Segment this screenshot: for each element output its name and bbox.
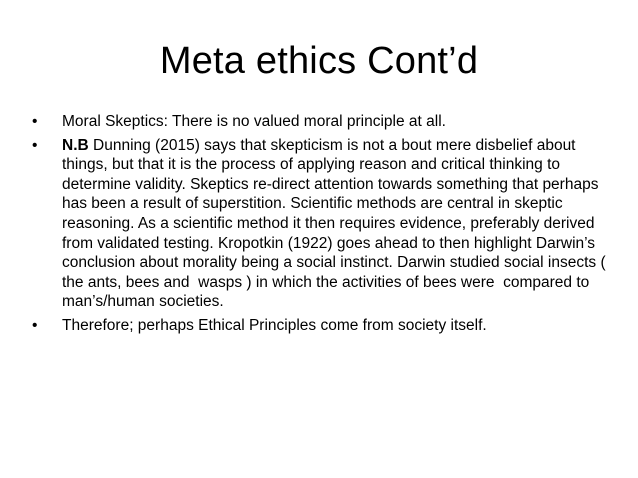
- bullet-marker: •: [32, 136, 38, 154]
- bullet-marker: •: [32, 316, 38, 334]
- bullet-dunning: [30, 136, 608, 312]
- bullet-moral-skeptics: [30, 112, 608, 132]
- slide-content: [30, 112, 608, 340]
- bullet-text: Moral Skeptics: There is no valued moral principle at all.: [62, 113, 446, 130]
- bullet-marker: •: [32, 113, 38, 130]
- bullet-text: Dunning (2015) says that skepticism is not a bout mere disbelief about things, but that it is the process of applying reason and critical thinking to determine validity. Skeptics re-direct attention towards something that perhaps has been a result of superstition. Scientific methods are central in skeptic reasoning. As a scientific method it then requires evidence, preferably derived from validated testing. Kropotkin (1922) goes ahead to then highlight Darwin’s conclusion about morality being a social instinct. Darwin studied social insects ( the ants, bees and wasps ) in which the activities of bees were compared to man’s/human societies.: [62, 136, 610, 311]
- bullet-therefore: [30, 316, 608, 336]
- bullet-text: Therefore; perhaps Ethical Principles come from society itself.: [62, 316, 487, 334]
- slide-title: Meta ethics Cont’d: [159, 40, 479, 82]
- bullet-lead: N.B: [62, 136, 89, 154]
